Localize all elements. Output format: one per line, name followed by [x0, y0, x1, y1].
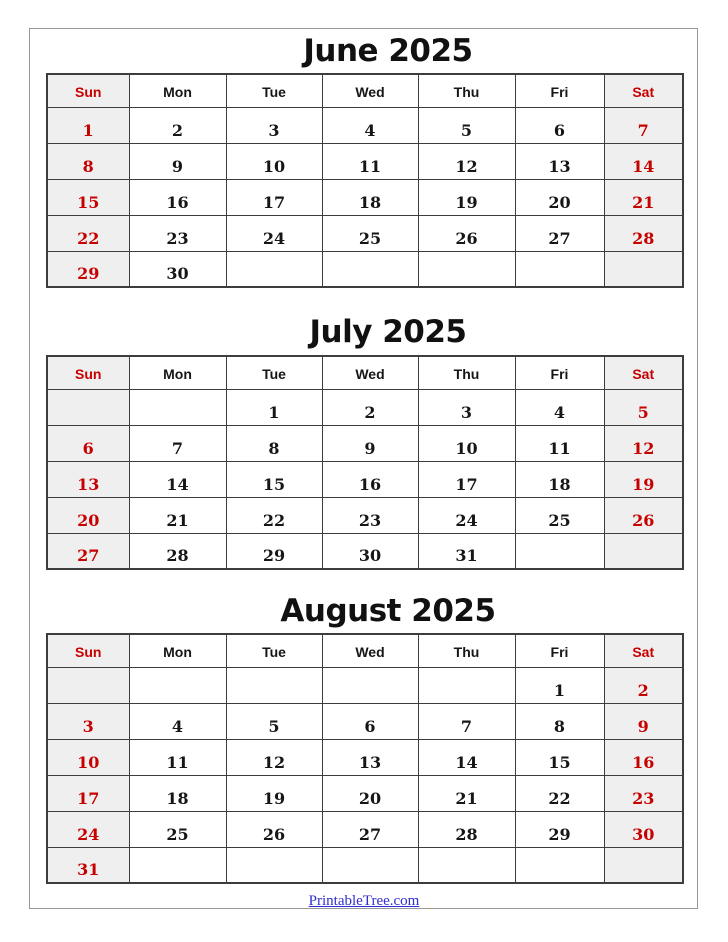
weekday-header-row — [47, 74, 683, 107]
day-cell-august-29: 29 — [515, 811, 604, 847]
day-cell-july-12: 12 — [604, 425, 683, 461]
day-cell-august-20: 20 — [322, 775, 418, 811]
empty-day-cell — [226, 667, 322, 703]
empty-day-cell — [515, 251, 604, 287]
day-cell-july-9: 9 — [322, 425, 418, 461]
day-cell-june-25: 25 — [322, 215, 418, 251]
week-row — [47, 847, 683, 883]
day-cell-august-23: 23 — [604, 775, 683, 811]
weekday-header-fri: Fri — [515, 634, 604, 667]
day-cell-august-4: 4 — [129, 703, 226, 739]
weekday-header-fri: Fri — [515, 74, 604, 107]
day-cell-august-24: 24 — [47, 811, 129, 847]
week-row — [47, 703, 683, 739]
day-cell-july-21: 21 — [129, 497, 226, 533]
day-cell-august-27: 27 — [322, 811, 418, 847]
day-cell-june-28: 28 — [604, 215, 683, 251]
day-cell-july-5: 5 — [604, 389, 683, 425]
day-cell-august-22: 22 — [515, 775, 604, 811]
day-cell-august-14: 14 — [418, 739, 515, 775]
day-cell-june-14: 14 — [604, 143, 683, 179]
weekday-header-mon: Mon — [129, 634, 226, 667]
day-cell-july-26: 26 — [604, 497, 683, 533]
day-cell-july-25: 25 — [515, 497, 604, 533]
day-cell-august-15: 15 — [515, 739, 604, 775]
empty-day-cell — [418, 251, 515, 287]
day-cell-july-29: 29 — [226, 533, 322, 569]
empty-day-cell — [604, 847, 683, 883]
day-cell-august-6: 6 — [322, 703, 418, 739]
day-cell-june-8: 8 — [47, 143, 129, 179]
weekday-header-thu: Thu — [418, 74, 515, 107]
month-section — [30, 313, 697, 570]
day-cell-july-1: 1 — [226, 389, 322, 425]
day-cell-july-6: 6 — [47, 425, 129, 461]
month-calendar-table — [46, 355, 684, 570]
empty-day-cell — [226, 251, 322, 287]
day-cell-june-30: 30 — [129, 251, 226, 287]
empty-day-cell — [47, 389, 129, 425]
week-row — [47, 497, 683, 533]
empty-day-cell — [322, 251, 418, 287]
day-cell-june-15: 15 — [47, 179, 129, 215]
day-cell-june-20: 20 — [515, 179, 604, 215]
day-cell-july-4: 4 — [515, 389, 604, 425]
day-cell-july-30: 30 — [322, 533, 418, 569]
day-cell-june-9: 9 — [129, 143, 226, 179]
day-cell-august-17: 17 — [47, 775, 129, 811]
day-cell-august-9: 9 — [604, 703, 683, 739]
day-cell-june-16: 16 — [129, 179, 226, 215]
day-cell-june-11: 11 — [322, 143, 418, 179]
day-cell-july-18: 18 — [515, 461, 604, 497]
week-row — [47, 251, 683, 287]
empty-day-cell — [129, 389, 226, 425]
day-cell-june-6: 6 — [515, 107, 604, 143]
empty-day-cell — [418, 667, 515, 703]
week-row — [47, 179, 683, 215]
weekday-header-fri: Fri — [515, 356, 604, 389]
day-cell-june-13: 13 — [515, 143, 604, 179]
day-cell-june-22: 22 — [47, 215, 129, 251]
day-cell-july-27: 27 — [47, 533, 129, 569]
day-cell-august-19: 19 — [226, 775, 322, 811]
month-title: August 2025 — [280, 593, 496, 629]
day-cell-august-11: 11 — [129, 739, 226, 775]
empty-day-cell — [322, 847, 418, 883]
weekday-header-sat: Sat — [604, 634, 683, 667]
week-row — [47, 143, 683, 179]
day-cell-june-27: 27 — [515, 215, 604, 251]
day-cell-june-7: 7 — [604, 107, 683, 143]
day-cell-july-15: 15 — [226, 461, 322, 497]
weekday-header-thu: Thu — [418, 356, 515, 389]
week-row — [47, 775, 683, 811]
week-row — [47, 215, 683, 251]
month-calendar-table — [46, 633, 684, 884]
weekday-header-sat: Sat — [604, 74, 683, 107]
day-cell-july-8: 8 — [226, 425, 322, 461]
month-calendar-table — [46, 73, 684, 288]
day-cell-july-13: 13 — [47, 461, 129, 497]
weekday-header-mon: Mon — [129, 74, 226, 107]
week-row — [47, 739, 683, 775]
month-title: June 2025 — [303, 33, 473, 69]
day-cell-june-17: 17 — [226, 179, 322, 215]
day-cell-july-3: 3 — [418, 389, 515, 425]
footer — [46, 892, 682, 910]
day-cell-august-1: 1 — [515, 667, 604, 703]
day-cell-june-5: 5 — [418, 107, 515, 143]
empty-day-cell — [322, 667, 418, 703]
day-cell-june-3: 3 — [226, 107, 322, 143]
day-cell-july-14: 14 — [129, 461, 226, 497]
day-cell-august-18: 18 — [129, 775, 226, 811]
day-cell-august-25: 25 — [129, 811, 226, 847]
day-cell-august-26: 26 — [226, 811, 322, 847]
day-cell-july-20: 20 — [47, 497, 129, 533]
day-cell-august-16: 16 — [604, 739, 683, 775]
weekday-header-tue: Tue — [226, 634, 322, 667]
day-cell-august-3: 3 — [47, 703, 129, 739]
day-cell-june-10: 10 — [226, 143, 322, 179]
day-cell-july-23: 23 — [322, 497, 418, 533]
week-row — [47, 667, 683, 703]
empty-day-cell — [226, 847, 322, 883]
weekday-header-row — [47, 634, 683, 667]
months-container — [30, 32, 697, 884]
day-cell-june-18: 18 — [322, 179, 418, 215]
day-cell-june-21: 21 — [604, 179, 683, 215]
weekday-header-wed: Wed — [322, 74, 418, 107]
printabletree-link[interactable]: PrintableTree.com — [308, 893, 420, 909]
month-title: July 2025 — [309, 314, 467, 350]
day-cell-july-2: 2 — [322, 389, 418, 425]
weekday-header-wed: Wed — [322, 634, 418, 667]
month-title-wrap — [46, 313, 682, 351]
month-title-wrap — [46, 32, 682, 70]
weekday-header-mon: Mon — [129, 356, 226, 389]
day-cell-july-16: 16 — [322, 461, 418, 497]
day-cell-august-10: 10 — [47, 739, 129, 775]
weekday-header-sat: Sat — [604, 356, 683, 389]
day-cell-august-7: 7 — [418, 703, 515, 739]
day-cell-july-7: 7 — [129, 425, 226, 461]
day-cell-july-31: 31 — [418, 533, 515, 569]
day-cell-july-22: 22 — [226, 497, 322, 533]
day-cell-july-17: 17 — [418, 461, 515, 497]
empty-day-cell — [604, 533, 683, 569]
day-cell-july-19: 19 — [604, 461, 683, 497]
day-cell-july-28: 28 — [129, 533, 226, 569]
day-cell-june-29: 29 — [47, 251, 129, 287]
weekday-header-row — [47, 356, 683, 389]
weekday-header-thu: Thu — [418, 634, 515, 667]
empty-day-cell — [129, 847, 226, 883]
month-section — [30, 32, 697, 288]
empty-day-cell — [129, 667, 226, 703]
printable-sheet — [29, 28, 698, 909]
day-cell-august-2: 2 — [604, 667, 683, 703]
day-cell-august-30: 30 — [604, 811, 683, 847]
day-cell-july-11: 11 — [515, 425, 604, 461]
day-cell-june-23: 23 — [129, 215, 226, 251]
week-row — [47, 425, 683, 461]
empty-day-cell — [418, 847, 515, 883]
day-cell-june-4: 4 — [322, 107, 418, 143]
empty-day-cell — [515, 533, 604, 569]
day-cell-june-19: 19 — [418, 179, 515, 215]
day-cell-july-10: 10 — [418, 425, 515, 461]
day-cell-june-26: 26 — [418, 215, 515, 251]
week-row — [47, 811, 683, 847]
weekday-header-sun: Sun — [47, 356, 129, 389]
day-cell-june-2: 2 — [129, 107, 226, 143]
day-cell-august-28: 28 — [418, 811, 515, 847]
day-cell-august-31: 31 — [47, 847, 129, 883]
week-row — [47, 533, 683, 569]
week-row — [47, 389, 683, 425]
weekday-header-sun: Sun — [47, 74, 129, 107]
week-row — [47, 461, 683, 497]
day-cell-july-24: 24 — [418, 497, 515, 533]
weekday-header-wed: Wed — [322, 356, 418, 389]
day-cell-june-24: 24 — [226, 215, 322, 251]
day-cell-august-21: 21 — [418, 775, 515, 811]
day-cell-june-1: 1 — [47, 107, 129, 143]
day-cell-august-12: 12 — [226, 739, 322, 775]
day-cell-august-8: 8 — [515, 703, 604, 739]
day-cell-august-13: 13 — [322, 739, 418, 775]
empty-day-cell — [47, 667, 129, 703]
empty-day-cell — [604, 251, 683, 287]
month-title-wrap — [46, 592, 682, 630]
weekday-header-tue: Tue — [226, 74, 322, 107]
empty-day-cell — [515, 847, 604, 883]
month-section — [30, 592, 697, 884]
week-row — [47, 107, 683, 143]
weekday-header-tue: Tue — [226, 356, 322, 389]
day-cell-june-12: 12 — [418, 143, 515, 179]
weekday-header-sun: Sun — [47, 634, 129, 667]
day-cell-august-5: 5 — [226, 703, 322, 739]
